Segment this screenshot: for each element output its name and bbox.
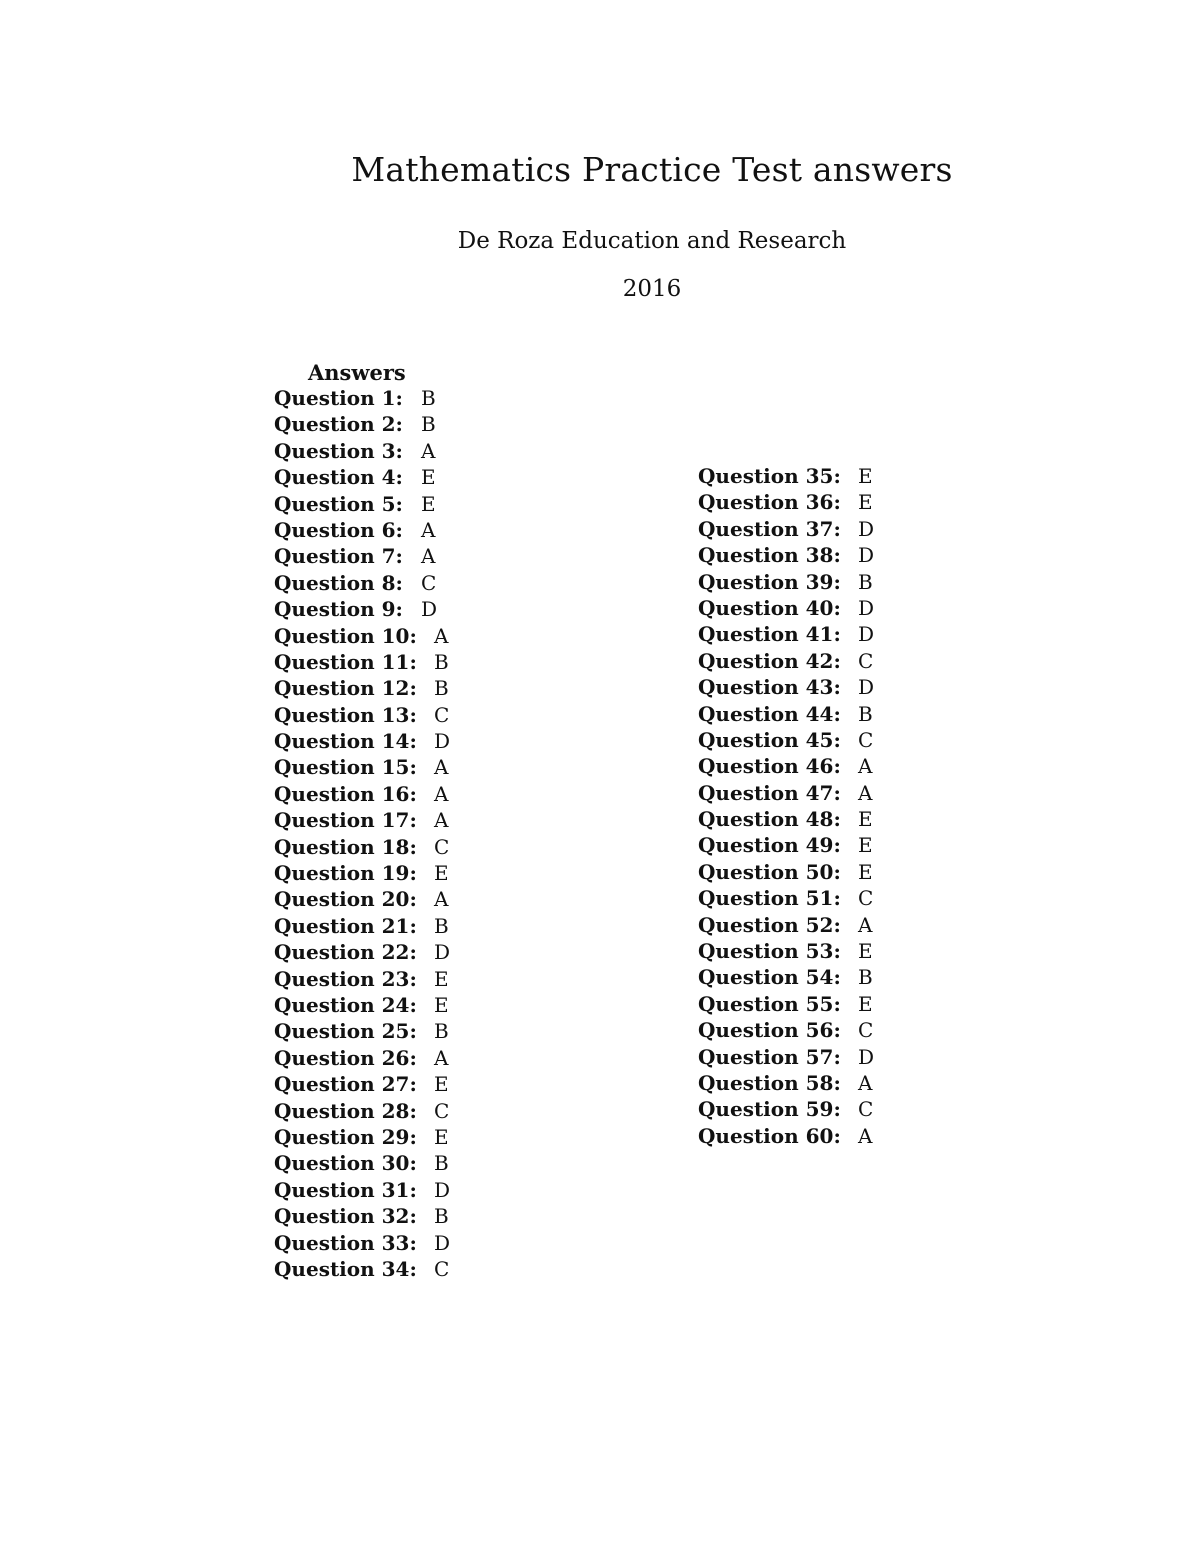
answer-row	[698, 912, 874, 938]
answer-row	[274, 543, 450, 569]
answer-letter: E	[434, 861, 449, 886]
question-label: Question 2:	[274, 412, 403, 437]
question-label: Question 40:	[698, 595, 841, 620]
answer-letter: D	[434, 940, 451, 965]
answer-letter: B	[421, 386, 436, 410]
question-label: Question 28:	[274, 1098, 417, 1123]
answer-row	[698, 674, 874, 700]
document-title: Mathematics Practice Test answers	[351, 150, 953, 189]
question-label: Question 59:	[698, 1097, 841, 1122]
question-label: Question 38:	[698, 543, 841, 568]
question-label: Question 21:	[274, 913, 417, 938]
answer-row	[698, 964, 874, 990]
answer-row	[274, 728, 450, 754]
question-label: Question 34:	[274, 1256, 417, 1281]
answer-row	[274, 438, 450, 464]
question-label: Question 25:	[274, 1019, 417, 1044]
answer-letter: E	[421, 465, 436, 490]
question-label: Question 27:	[274, 1072, 417, 1097]
question-label: Question 48:	[698, 807, 841, 832]
question-label: Question 31:	[274, 1177, 417, 1202]
question-label: Question 52:	[698, 912, 841, 937]
question-label: Question 32:	[274, 1204, 417, 1229]
answer-row	[274, 807, 450, 833]
answer-letter: A	[434, 781, 449, 806]
question-label: Question 14:	[274, 729, 417, 754]
answer-letter: A	[434, 887, 449, 912]
answer-row	[274, 1018, 450, 1044]
answer-row	[698, 621, 874, 647]
answer-letter: E	[858, 833, 873, 858]
answer-letter: A	[421, 517, 436, 542]
question-label: Question 39:	[698, 569, 841, 594]
answer-letter: E	[434, 1124, 449, 1149]
answer-row	[274, 834, 450, 860]
answer-letter: B	[434, 1151, 449, 1176]
question-label: Question 58:	[698, 1070, 841, 1095]
answer-letter: E	[858, 991, 873, 1016]
answer-letter: A	[858, 1070, 873, 1095]
answer-letter: D	[434, 729, 451, 754]
answer-letter: D	[858, 622, 875, 647]
answer-letter: C	[858, 1018, 874, 1043]
question-label: Question 50:	[698, 859, 841, 884]
answer-row	[274, 1045, 450, 1071]
question-label: Question 42:	[698, 648, 841, 673]
question-label: Question 1:	[274, 386, 403, 410]
answer-row	[274, 596, 450, 622]
answer-row	[698, 753, 874, 779]
answer-row	[698, 727, 874, 753]
answer-letter: D	[434, 1230, 451, 1255]
answer-row	[274, 913, 450, 939]
answer-row	[274, 1150, 450, 1176]
answer-row	[274, 649, 450, 675]
question-label: Question 24:	[274, 992, 417, 1017]
question-label: Question 45:	[698, 727, 841, 752]
question-label: Question 57:	[698, 1044, 841, 1069]
question-label: Question 4:	[274, 465, 403, 490]
answer-row	[698, 595, 874, 621]
answer-row	[274, 570, 450, 596]
answer-row	[274, 1071, 450, 1097]
answer-row	[274, 675, 450, 701]
question-label: Question 9:	[274, 597, 403, 622]
answer-row	[698, 991, 874, 1017]
question-label: Question 47:	[698, 780, 841, 805]
answer-letter: A	[434, 1045, 449, 1070]
answer-letter: A	[434, 755, 449, 780]
question-label: Question 19:	[274, 861, 417, 886]
answer-row	[698, 569, 874, 595]
answer-letter: D	[858, 1044, 875, 1069]
answer-letter: C	[434, 1256, 450, 1281]
question-label: Question 5:	[274, 491, 403, 516]
answer-row	[698, 806, 874, 832]
answer-letter: A	[858, 1123, 873, 1148]
answer-letter: C	[434, 1098, 450, 1123]
answer-letter: A	[858, 912, 873, 937]
answer-row	[698, 489, 874, 515]
answer-letter: D	[858, 543, 875, 568]
answer-row	[698, 832, 874, 858]
answer-letter: D	[421, 597, 438, 622]
question-label: Question 56:	[698, 1018, 841, 1043]
answer-row	[698, 1096, 874, 1122]
answer-letter: C	[858, 727, 874, 752]
question-label: Question 30:	[274, 1151, 417, 1176]
answers-column-left	[274, 385, 450, 1282]
answer-letter: D	[858, 675, 875, 700]
answer-row	[274, 623, 450, 649]
question-label: Question 6:	[274, 517, 403, 542]
document-author: De Roza Education and Research	[457, 228, 847, 254]
answer-letter: C	[434, 702, 450, 727]
answer-row	[698, 1017, 874, 1043]
answer-letter: A	[421, 438, 436, 463]
answer-row	[274, 385, 450, 411]
question-label: Question 3:	[274, 438, 403, 463]
question-label: Question 16:	[274, 781, 417, 806]
question-label: Question 55:	[698, 991, 841, 1016]
answer-letter: D	[858, 516, 875, 541]
answer-letter: B	[858, 701, 873, 726]
question-label: Question 41:	[698, 622, 841, 647]
answer-letter: C	[421, 570, 437, 595]
answer-row	[698, 885, 874, 911]
answer-row	[274, 1203, 450, 1229]
question-label: Question 12:	[274, 676, 417, 701]
answer-row	[274, 939, 450, 965]
question-label: Question 37:	[698, 516, 841, 541]
question-label: Question 13:	[274, 702, 417, 727]
question-label: Question 8:	[274, 570, 403, 595]
question-label: Question 29:	[274, 1124, 417, 1149]
question-label: Question 46:	[698, 754, 841, 779]
answer-row	[274, 1177, 450, 1203]
document-year: 2016	[622, 276, 682, 302]
answer-letter: D	[434, 1177, 451, 1202]
answer-letter: A	[434, 808, 449, 833]
answer-row	[274, 517, 450, 543]
answer-letter: B	[434, 649, 449, 674]
question-label: Question 22:	[274, 940, 417, 965]
answer-row	[274, 860, 450, 886]
question-label: Question 43:	[698, 675, 841, 700]
answer-letter: E	[434, 1072, 449, 1097]
question-label: Question 35:	[698, 464, 841, 488]
answer-row	[698, 463, 874, 489]
answer-letter: C	[858, 886, 874, 911]
answer-letter: E	[858, 807, 873, 832]
answer-row	[698, 648, 874, 674]
question-label: Question 17:	[274, 808, 417, 833]
answer-letter: B	[434, 676, 449, 701]
question-label: Question 33:	[274, 1230, 417, 1255]
question-label: Question 60:	[698, 1123, 841, 1148]
answer-row	[698, 1070, 874, 1096]
answer-letter: A	[421, 544, 436, 569]
answer-letter: B	[858, 965, 873, 990]
answer-row	[698, 701, 874, 727]
answer-row	[274, 464, 450, 490]
answer-row	[698, 859, 874, 885]
answer-letter: E	[858, 464, 873, 488]
answer-letter: B	[858, 569, 873, 594]
answer-letter: E	[434, 992, 449, 1017]
question-label: Question 49:	[698, 833, 841, 858]
answer-row	[274, 781, 450, 807]
question-label: Question 53:	[698, 939, 841, 964]
answer-row	[698, 542, 874, 568]
answer-row	[274, 966, 450, 992]
question-label: Question 54:	[698, 965, 841, 990]
answers-column-right	[698, 463, 874, 1149]
answer-letter: E	[858, 859, 873, 884]
question-label: Question 10:	[274, 623, 417, 648]
answers-heading: Answers	[308, 360, 406, 385]
answer-row	[698, 938, 874, 964]
question-label: Question 15:	[274, 755, 417, 780]
question-label: Question 26:	[274, 1045, 417, 1070]
answer-letter: E	[858, 490, 873, 515]
answer-row	[274, 754, 450, 780]
answer-letter: A	[858, 754, 873, 779]
answer-row	[698, 1123, 874, 1149]
question-label: Question 7:	[274, 544, 403, 569]
question-label: Question 51:	[698, 886, 841, 911]
answer-row	[698, 516, 874, 542]
answer-row	[274, 702, 450, 728]
answer-row	[274, 411, 450, 437]
answer-letter: C	[858, 648, 874, 673]
question-label: Question 11:	[274, 649, 417, 674]
answer-letter: E	[858, 939, 873, 964]
answer-letter: A	[434, 623, 449, 648]
answer-row	[274, 886, 450, 912]
answer-row	[274, 1124, 450, 1150]
answer-letter: C	[858, 1097, 874, 1122]
answer-letter: E	[434, 966, 449, 991]
answer-row	[274, 1256, 450, 1282]
answer-row	[698, 1044, 874, 1070]
answer-letter: B	[421, 412, 436, 437]
answer-letter: C	[434, 834, 450, 859]
answer-letter: B	[434, 913, 449, 938]
answer-letter: E	[421, 491, 436, 516]
answer-letter: D	[858, 595, 875, 620]
answer-letter: B	[434, 1204, 449, 1229]
question-label: Question 20:	[274, 887, 417, 912]
question-label: Question 36:	[698, 490, 841, 515]
answer-row	[274, 491, 450, 517]
question-label: Question 44:	[698, 701, 841, 726]
question-label: Question 18:	[274, 834, 417, 859]
question-label: Question 23:	[274, 966, 417, 991]
answer-row	[698, 780, 874, 806]
answer-letter: B	[434, 1019, 449, 1044]
answer-letter: A	[858, 780, 873, 805]
answer-row	[274, 1230, 450, 1256]
answer-row	[274, 1098, 450, 1124]
answer-row	[274, 992, 450, 1018]
